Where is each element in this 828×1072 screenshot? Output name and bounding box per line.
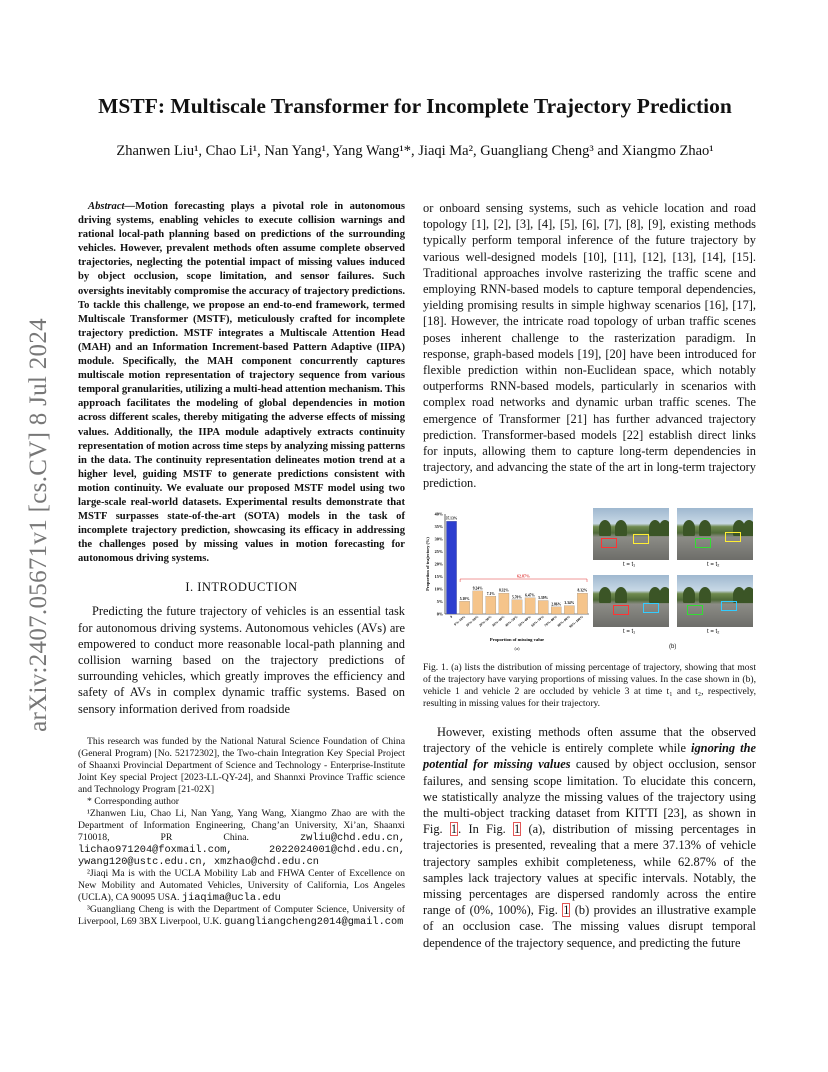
occlusion-photo: [593, 508, 669, 560]
occlusion-photo-panel: [591, 508, 756, 654]
vehicle-bounding-box: [613, 605, 629, 615]
x-tick-label: 60%~70%: [530, 614, 545, 628]
affiliation-2: [78, 868, 405, 904]
y-tick-label: 5%: [436, 598, 443, 604]
bar: [512, 599, 522, 613]
affiliation-2-email[interactable]: jiaqima@ucla.edu: [181, 891, 281, 904]
y-tick-label: 35%: [434, 523, 443, 529]
bar-data-label: 37.13%: [445, 516, 458, 521]
tree-shape: [599, 587, 611, 603]
figure-1-link[interactable]: 1: [563, 903, 570, 918]
affiliation-2-text: ²Jiaqi Ma is with the UCLA Mobility Lab and FHWA Center of Excellence on New Mobility and Automated Vehicles, University of California, Los Angeles (UCLA), CA 90095 USA.: [78, 867, 405, 903]
arxiv-identifier: [14, 300, 64, 750]
tree-shape: [743, 587, 753, 603]
figure-1: [423, 504, 756, 654]
y-tick-label: 15%: [434, 573, 443, 579]
y-tick-label: 0%: [436, 611, 443, 617]
bar-data-label: 5.10%: [459, 596, 470, 601]
bar-data-label: 7.1%: [486, 591, 495, 596]
missing-value-bar-chart: [423, 504, 593, 654]
tree-shape: [743, 520, 753, 536]
right-column: [423, 200, 756, 951]
vehicle-bounding-box: [725, 532, 741, 542]
x-tick-label: 90%~100%: [568, 614, 585, 629]
section-title-introduction: I. INTRODUCTION: [185, 580, 298, 595]
affiliation-1-text: ¹Zhanwen Liu, Chao Li, Nan Yang, Yang Wang, Xiangmo Zhao are with the Department of Information Engineering, Chang’an University, Xi’an, Shaanxi 710018, PR China.: [78, 807, 405, 843]
p2-pre: However, existing methods often assume that the observed trajectory of the vehicle is entirely complete while: [423, 725, 756, 756]
corresponding-note: * Corresponding author: [87, 795, 180, 807]
photo-time-label: t = t₁: [623, 628, 636, 635]
tree-shape: [615, 520, 627, 536]
bar: [486, 596, 496, 614]
x-tick-label: 50%~60%: [517, 614, 532, 628]
p2-mid2: . In Fig.: [458, 822, 514, 837]
panel-b-label: (b): [669, 643, 677, 650]
bar: [460, 601, 470, 614]
tree-shape: [683, 587, 695, 603]
figure-1-link[interactable]: 1: [514, 822, 521, 837]
x-tick-label: 0%~10%: [453, 614, 467, 627]
funding-note: This research was funded by the National Natural Science Foundation of China (General Program) [No. 52172302], the Two-chain Integration Key Special Project of Shaanxi Provincial Department of Science and Technology - Enterprise-Institute Joint Key special Project [2023-LL-QY-24], and Shannxi Province Traffic science and Technology Program [21-02X]: [78, 735, 405, 795]
vehicle-bounding-box: [633, 534, 649, 544]
occlusion-photo: [593, 575, 669, 627]
x-tick-label: 20%~30%: [478, 614, 493, 628]
p2-post: (b) provides an illustrative example of an occlusion case. The missing values disrupt temporal dependence of the trajectory sequence, and predicting the future: [423, 903, 757, 950]
vehicle-bounding-box: [643, 603, 659, 613]
abstract-label: Abstract—: [88, 201, 136, 212]
panel-a-label: (a): [514, 645, 520, 651]
tree-shape: [599, 520, 611, 536]
y-axis-title: Proportion of trajectory (%): [425, 536, 430, 591]
vehicle-bounding-box: [721, 601, 737, 611]
vehicle-bounding-box: [601, 538, 617, 548]
bar-data-label: 5.39%: [538, 595, 549, 600]
tree-shape: [699, 520, 711, 536]
x-tick-label: 30%~40%: [491, 614, 506, 628]
bar: [538, 600, 548, 613]
x-tick-label: 10%~20%: [465, 614, 480, 628]
author-list: Zhanwen Liu¹, Chao Li¹, Nan Yang¹, Yang Wang¹*, Jiaqi Ma², Guangliang Cheng³ and Xiangmo Zhao¹: [116, 143, 714, 159]
bar: [577, 593, 587, 614]
occlusion-photo: [677, 508, 753, 560]
vehicle-bounding-box: [695, 538, 711, 548]
photo-time-label: t = t₂: [707, 561, 720, 568]
affiliation-1-emails[interactable]: zwliu@chd.edu.cn, lichao971204@foxmail.com, 2022024001@chd.edu.cn, ywang120@ustc.edu.cn, xmzhao@chd.edu.cn: [78, 831, 405, 868]
photo-time-label: t = t₂: [707, 628, 720, 635]
bar-data-label: 2.86%: [551, 602, 562, 607]
figure-1-caption: Fig. 1. (a) lists the distribution of missing percentage of trajectory, showing that most of the trajectory have varying proportions of missing values. In the case shown in (b), vehicle 1 and vehicle 2 are occluded by vehicle 3 at time t₁ and t₂, respectively, resulting in missing values for their trajectory.: [423, 661, 756, 709]
abstract: [78, 200, 405, 566]
y-tick-label: 25%: [434, 548, 443, 554]
x-tick-label: 70%~80%: [543, 614, 558, 628]
tree-shape: [659, 520, 669, 536]
figure-1-link[interactable]: 1: [450, 822, 458, 837]
x-tick-label: 40%~50%: [504, 614, 519, 628]
photo-time-label: t = t₁: [623, 561, 636, 568]
p2-mid3: (a), distribution of missing percentages in trajectories is presented, revealing that a mere 37.13% of vehicle trajectory samples exhibit completeness, while 62.87% of the samples lack trajectory values at specific intervals. Notably, the missing percentages are dispersed randomly across the entire range of (0%, 100%), Fig.: [423, 822, 756, 918]
bar-data-label: 9.24%: [472, 586, 483, 591]
bar-data-label: 8.32%: [577, 588, 588, 593]
vehicle-bounding-box: [687, 605, 703, 615]
abstract-text: Motion forecasting plays a pivotal role in autonomous driving systems, enabling vehicles to execute collision warnings and rational local-path planning based on predictions of the surrounding vehicles. However, prevalent methods often assume complete observed trajectories, neglecting the potential impact of missing values induced by object occlusion, scope limitation, and sensor failures. Such oversights inevitably compromise the accuracy of trajectory predictions. To tackle this challenge, we propose an end-to-end framework, termed Multiscale Transformer (MSTF), meticulously crafted for incomplete trajectory prediction. MSTF integrates a Multiscale Attention Head (MAH) and an Information Increment-based Pattern Adaptive (IIPA) module. Specifically, the MAH component concurrently captures multiscale motion representation of trajectory sequence from various temporal granularities, utilizing a multi-head attention mechanism. This approach facilitates the modeling of global dependencies in motion across different scales, thereby mitigating the adverse effects of missing values. Additionally, the IIPA module adaptively extracts continuity representation of motion across time steps by analyzing missing patterns in the data. The continuity representation delineates motion trend at a higher level, guiding MSTF to generate predictions consistent with motion continuity. We evaluate our proposed MSTF model using two large-scale real-world datasets. Experimental results demonstrate that MSTF surpasses state-of-the-art (SOTA) models in the task of incomplete trajectory prediction, showcasing its efficacy in addressing the challenges posed by missing values in motion forecasting for autonomous driving systems.: [78, 201, 405, 565]
y-tick-label: 40%: [434, 511, 443, 517]
y-tick-label: 30%: [434, 536, 443, 542]
occlusion-photo: [677, 575, 753, 627]
tree-shape: [683, 520, 695, 536]
bar-data-label: 5.70%: [512, 594, 522, 599]
bar: [564, 605, 574, 613]
bar: [499, 593, 509, 614]
y-tick-label: 20%: [434, 561, 443, 567]
tree-shape: [699, 587, 711, 603]
bracket-label: 62.87%: [517, 573, 531, 579]
affiliation-3-text: ³Guangliang Cheng is with the Department of Computer Science, University of Liverpool, L69 3BX Liverpool, U.K.: [78, 903, 405, 927]
x-tick-label: 80%~90%: [556, 614, 572, 628]
right-paragraph-1: or onboard sensing systems, such as vehicle location and road topology [1], [2], [3], [4], [5], [6], [7], [8], [9], existing methods typically perform temporal inference of the future trajectory by various well-designed models [10], [11], [12], [13], [14], [15]. Traditional approaches involve rasterizing the traffic scene and employing RNN-based models to capture temporal dependencies, yielding promising results in simple highway scenarios [16], [17], [18]. However, the intricate road topology of urban traffic scenes poses inherent challenge to the rasterization paradigm. In response, graph-based models [19], [20] have been introduced for flexible prediction within non-Euclidean space, which notably outperforms RNN-based models, particularly in scenarios with complex road networks and dynamic urban traffic scenes. The emergence of Transformer [21] has further advanced trajectory prediction. Transformer-based models [22] establish direct links for inputs, allowing them to capture long-term dependencies in trajectory, and advancing the state of the art in long-term trajectory prediction.: [423, 201, 756, 491]
x-tick-label: 0: [449, 614, 454, 619]
bar: [551, 607, 561, 614]
tree-shape: [615, 587, 627, 603]
bar: [446, 521, 456, 614]
right-paragraph-2: [423, 724, 756, 951]
affiliation-3: [78, 904, 405, 928]
x-axis-title: Proportion of missing value: [489, 636, 545, 642]
left-column: [78, 200, 405, 928]
tree-shape: [659, 587, 669, 603]
bar-data-label: 6.47%: [525, 592, 536, 597]
y-tick-label: 10%: [434, 586, 443, 592]
bar-data-label: 3.34%: [564, 600, 575, 605]
affiliation-1: [78, 808, 405, 868]
p2-mid1: caused by object occlusion, sensor failures, and sensing scope limitation. To elucidate this concern, we statistically analyze the missing values of the trajectory using the multi-object tracking dataset from KITTI [23], as shown in Fig.: [423, 757, 756, 837]
p2-emphasis: ignoring the potential for missing values: [423, 741, 756, 772]
affiliation-3-email[interactable]: guangliangcheng2014@gmail.com: [224, 915, 404, 928]
footnotes: [78, 736, 405, 928]
bar: [525, 597, 535, 613]
paper-title: MSTF: Multiscale Transformer for Incomplete Trajectory Prediction: [98, 94, 732, 118]
arxiv-identifier-text: arXiv:2407.05671v1 [cs.CV] 8 Jul 2024: [25, 318, 53, 732]
bar-data-label: 8.32%: [498, 588, 509, 593]
intro-paragraph-1: Predicting the future trajectory of vehicles is an essential task for autonomous driving systems. Autonomous vehicles (AVs) are empowered to conduct more reasonable local-path planning and collision warning based on the trajectory predictions of surrounding vehicles, which greatly improves the efficiency and safety of AVs in complex dynamic traffic systems. Based on sensory information derived from roadside: [78, 604, 405, 716]
bar: [473, 591, 483, 614]
